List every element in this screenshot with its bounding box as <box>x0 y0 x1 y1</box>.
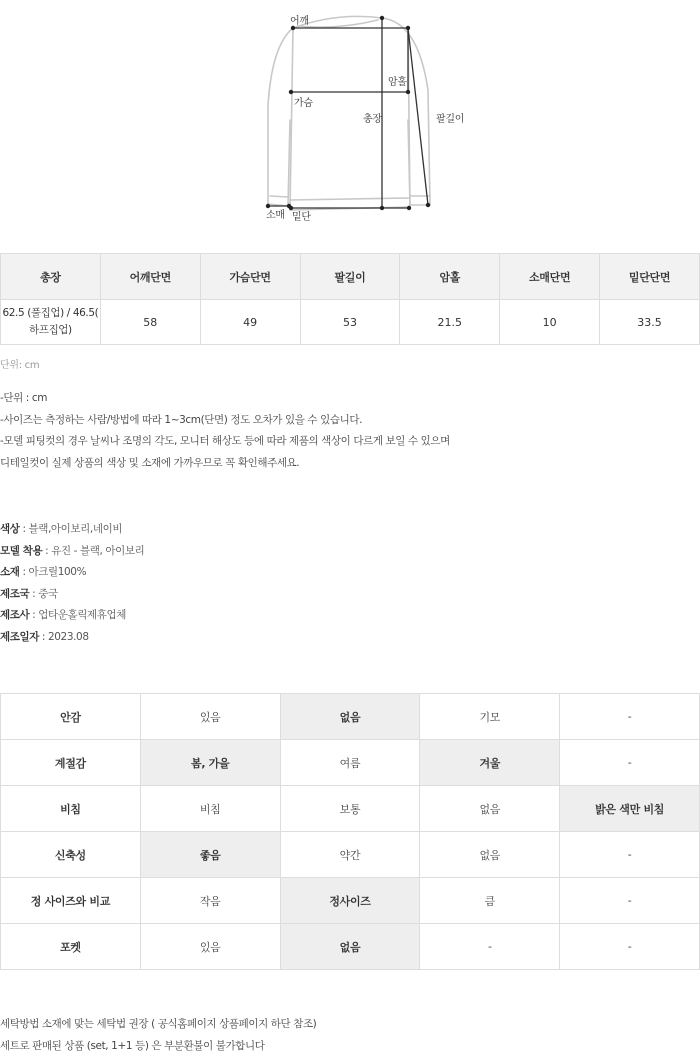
size-header-hem: 밑단단면 <box>600 254 700 300</box>
size-header-sleeve: 팔길이 <box>300 254 400 300</box>
size-header-total-length: 총장 <box>1 254 101 300</box>
feature-table <box>0 693 700 970</box>
unit-note: 단위: cm <box>0 360 40 371</box>
feature-option: - <box>560 878 700 924</box>
feature-option-selected: 좋음 <box>140 832 280 878</box>
total-length-line2: 하프집업) <box>29 324 72 336</box>
spec-model: 모델 착용 : 유진 - 블랙, 아이보리 <box>0 544 145 557</box>
size-cell-shoulder: 58 <box>100 300 200 345</box>
feature-option: 큼 <box>420 878 560 924</box>
feature-row <box>1 878 700 924</box>
note-line: 디테일컷이 실제 상품의 색상 및 소재에 가까우므로 꼭 확인해주세요. <box>0 456 300 469</box>
size-table <box>0 253 700 345</box>
size-header-cuff: 소매단면 <box>500 254 600 300</box>
footer-line: 세탁방법 소재에 맞는 세탁법 권장 ( 공식홈페이지 상품페이지 하단 참조) <box>0 1018 317 1030</box>
label-armhole: 암홀 <box>388 77 407 88</box>
size-cell-total-length <box>1 300 101 345</box>
size-cell-hem: 33.5 <box>600 300 700 345</box>
garment-outline <box>0 0 700 240</box>
size-cell-cuff: 10 <box>500 300 600 345</box>
label-sleeve-cuff: 소매 <box>266 210 285 221</box>
spec-country: 제조국 : 중국 <box>0 587 58 600</box>
feature-option-selected: 정사이즈 <box>280 878 420 924</box>
feature-label: 계절감 <box>1 740 141 786</box>
feature-row <box>1 924 700 970</box>
feature-option: 없음 <box>420 832 560 878</box>
feature-option: 있음 <box>140 924 280 970</box>
feature-option: - <box>560 694 700 740</box>
feature-row <box>1 694 700 740</box>
feature-option: 약간 <box>280 832 420 878</box>
feature-option: - <box>560 740 700 786</box>
note-line: -사이즈는 측정하는 사람/방법에 따라 1~3cm(단면) 정도 오차가 있을 수 있습니다. <box>0 413 363 426</box>
feature-option: - <box>560 832 700 878</box>
feature-option: 작음 <box>140 878 280 924</box>
feature-option: 보통 <box>280 786 420 832</box>
feature-label: 비침 <box>1 786 141 832</box>
feature-option-selected: 없음 <box>280 694 420 740</box>
size-header-shoulder: 어깨단면 <box>100 254 200 300</box>
sleeve-length-measure-line <box>408 28 428 205</box>
feature-option: - <box>420 924 560 970</box>
label-total-length: 총장 <box>363 114 382 125</box>
size-table-row <box>1 300 700 345</box>
product-specs <box>0 521 144 650</box>
label-shoulder: 어깨 <box>290 16 309 27</box>
feature-label: 안감 <box>1 694 141 740</box>
size-cell-chest: 49 <box>200 300 300 345</box>
feature-option-selected: 봄, 가을 <box>140 740 280 786</box>
feature-option: 기모 <box>420 694 560 740</box>
feature-option: 있음 <box>140 694 280 740</box>
size-table-header-row <box>1 254 700 300</box>
spec-color: 색상 : 블랙,아이보리,네이비 <box>0 523 123 535</box>
label-sleeve-length: 팔길이 <box>436 114 465 125</box>
feature-label: 신축성 <box>1 832 141 878</box>
label-chest: 가슴 <box>294 98 313 109</box>
note-line: -단위 : cm <box>0 392 48 404</box>
feature-option: - <box>560 924 700 970</box>
feature-label: 포켓 <box>1 924 141 970</box>
footer-line: 세트로 판매된 상품 (set, 1+1 등) 은 부분환불이 불가합니다 <box>0 1040 265 1052</box>
size-notes <box>0 390 450 476</box>
feature-option: 없음 <box>420 786 560 832</box>
feature-option: 비침 <box>140 786 280 832</box>
feature-option-selected: 없음 <box>280 924 420 970</box>
size-header-chest: 가슴단면 <box>200 254 300 300</box>
size-cell-sleeve: 53 <box>300 300 400 345</box>
garment-size-diagram <box>0 0 700 240</box>
feature-option: 여름 <box>280 740 420 786</box>
feature-option-selected: 겨울 <box>420 740 560 786</box>
total-length-line1: 62.5 (풀집업) / 46.5( <box>2 307 99 319</box>
spec-material: 소재 : 아크릴100% <box>0 566 87 578</box>
feature-option-selected: 밝은 색만 비침 <box>560 786 700 832</box>
feature-row <box>1 832 700 878</box>
feature-label: 정 사이즈와 비교 <box>1 878 141 924</box>
feature-row <box>1 740 700 786</box>
size-cell-armhole: 21.5 <box>400 300 500 345</box>
spec-date: 제조일자 : 2023.08 <box>0 630 89 643</box>
spec-manufacturer: 제조사 : 업타운홀릭제휴업체 <box>0 609 126 621</box>
size-header-armhole: 암홀 <box>400 254 500 300</box>
label-hem: 밑단 <box>292 212 311 223</box>
feature-row <box>1 786 700 832</box>
footer-notes <box>0 1016 316 1060</box>
note-line: -모델 피팅컷의 경우 날씨나 조명의 각도, 모니터 해상도 등에 따라 제품의 색상이 다르게 보일 수 있으며 <box>0 435 450 447</box>
